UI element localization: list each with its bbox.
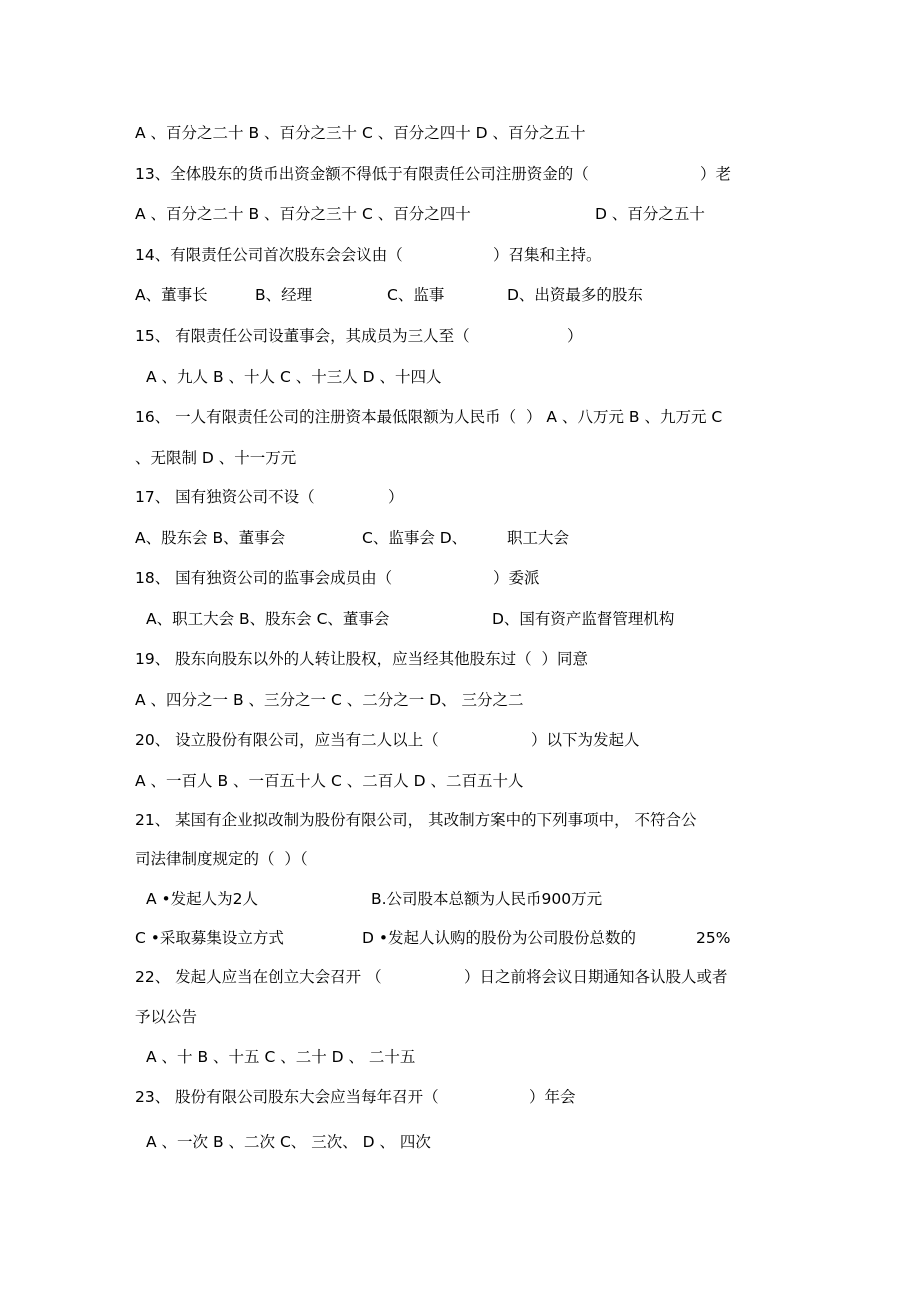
q18-stem: [135, 568, 540, 588]
q23-stem-tail: ）年会: [529, 1088, 576, 1106]
q15-options-text: A 、九人 B 、十人 C 、十三人 D 、十四人: [146, 368, 442, 386]
q21-options-cd: [135, 928, 731, 948]
q13-stem-tail: ）老: [700, 165, 732, 183]
q12-options: [135, 123, 586, 143]
q15-options: [146, 367, 442, 387]
q21-option-b: B.公司股本总额为人民币900万元: [371, 890, 603, 908]
q22-stem-continued-text: 予以公告: [135, 1008, 198, 1026]
q22-stem-continued: [135, 1007, 198, 1027]
q13-options-tail: D 、百分之五十: [595, 205, 705, 223]
q17-options-cd: C、监事会 D、: [362, 529, 468, 547]
q21-option-a: A •发起人为2人: [146, 890, 259, 908]
q14-stem: [135, 245, 602, 265]
q18-options-abc: A、职工大会 B、股东会 C、董事会: [146, 610, 390, 628]
q15-stem: [135, 326, 583, 346]
q17-options-ab: A、股东会 B、董事会: [135, 529, 286, 547]
q21-option-d: D •发起人认购的股份为公司股份总数的: [362, 929, 637, 947]
q22-options: [146, 1047, 416, 1067]
q15-stem-tail: ）: [567, 327, 583, 345]
q21-options-ab: [146, 889, 603, 909]
q14-option-a: A、董事长: [135, 286, 208, 304]
q19-stem: [135, 649, 589, 669]
q17-stem: [135, 487, 404, 507]
q18-options: [146, 609, 675, 629]
q16-stem-continued: [135, 448, 297, 468]
q20-stem-text: 20、 设立股份有限公司，应当有二人以上（: [135, 731, 439, 749]
q22-options-text: A 、十 B 、十五 C 、二十 D 、 二十五: [146, 1048, 416, 1066]
q17-stem-tail: ）: [388, 488, 404, 506]
q13-options: [135, 204, 705, 224]
q21-option-d-value: 25%: [696, 929, 731, 947]
q23-stem-text: 23、 股份有限公司股东大会应当每年召开（: [135, 1088, 439, 1106]
q17-stem-text: 17、 国有独资公司不设（: [135, 488, 315, 506]
q21-stem-text: 21、 某国有企业拟改制为股份有限公司， 其改制方案中的下列事项中， 不符合公: [135, 811, 697, 829]
q21-stem-continued-text: 司法律制度规定的（ ）（: [135, 850, 308, 868]
q22-stem: [135, 967, 728, 987]
q20-stem: [135, 730, 640, 750]
q13-options-text: A 、百分之二十 B 、百分之三十 C 、百分之四十: [135, 205, 471, 223]
q23-stem: [135, 1087, 576, 1107]
q18-option-d: D、国有资产监督管理机构: [492, 610, 675, 628]
q13-stem: [135, 164, 732, 184]
q23-options-text: A 、一次 B 、二次 C、 三次、 D 、 四次: [146, 1133, 431, 1151]
q14-options: [135, 285, 643, 305]
q22-stem-text: 22、 发起人应当在创立大会召开 （: [135, 968, 382, 986]
q18-stem-tail: ）委派: [493, 569, 540, 587]
q17-options: [135, 528, 570, 548]
q18-stem-text: 18、 国有独资公司的监事会成员由（: [135, 569, 393, 587]
q21-stem-continued: [135, 849, 308, 869]
q15-stem-text: 15、 有限责任公司设董事会，其成员为三人至（: [135, 327, 470, 345]
q23-options: [146, 1132, 431, 1152]
q20-options: [135, 771, 524, 791]
q22-stem-tail: ）日之前将会议日期通知各认股人或者: [464, 968, 728, 986]
q14-stem-tail: ）召集和主持。: [493, 246, 602, 264]
q16-stem-continued-text: 、无限制 D 、十一万元: [135, 449, 297, 467]
q13-stem-text: 13、全体股东的货币出资金额不得低于有限责任公司注册资金的（: [135, 165, 589, 183]
q19-options-text: A 、四分之一 B 、三分之一 C 、二分之一 D、 三分之二: [135, 691, 524, 709]
q14-option-d: D、出资最多的股东: [507, 286, 643, 304]
q21-stem: [135, 810, 697, 830]
q17-option-d-text: 职工大会: [507, 529, 570, 547]
q16-stem: [135, 407, 723, 427]
q16-stem-text: 16、 一人有限责任公司的注册资本最低限额为人民币（ ） A 、八万元 B 、九万元 C: [135, 408, 723, 426]
q12-options-text: A 、百分之二十 B 、百分之三十 C 、百分之四十 D 、百分之五十: [135, 124, 586, 142]
q19-options: [135, 690, 524, 710]
q20-stem-tail: ）以下为发起人: [531, 731, 640, 749]
q21-option-c: C •采取募集设立方式: [135, 929, 284, 947]
q14-option-b: B、经理: [255, 286, 313, 304]
q19-stem-text: 19、 股东向股东以外的人转让股权，应当经其他股东过（ ）同意: [135, 650, 589, 668]
q14-stem-text: 14、有限责任公司首次股东会会议由（: [135, 246, 403, 264]
q20-options-text: A 、一百人 B 、一百五十人 C 、二百人 D 、二百五十人: [135, 772, 524, 790]
q14-option-c: C、监事: [387, 286, 445, 304]
